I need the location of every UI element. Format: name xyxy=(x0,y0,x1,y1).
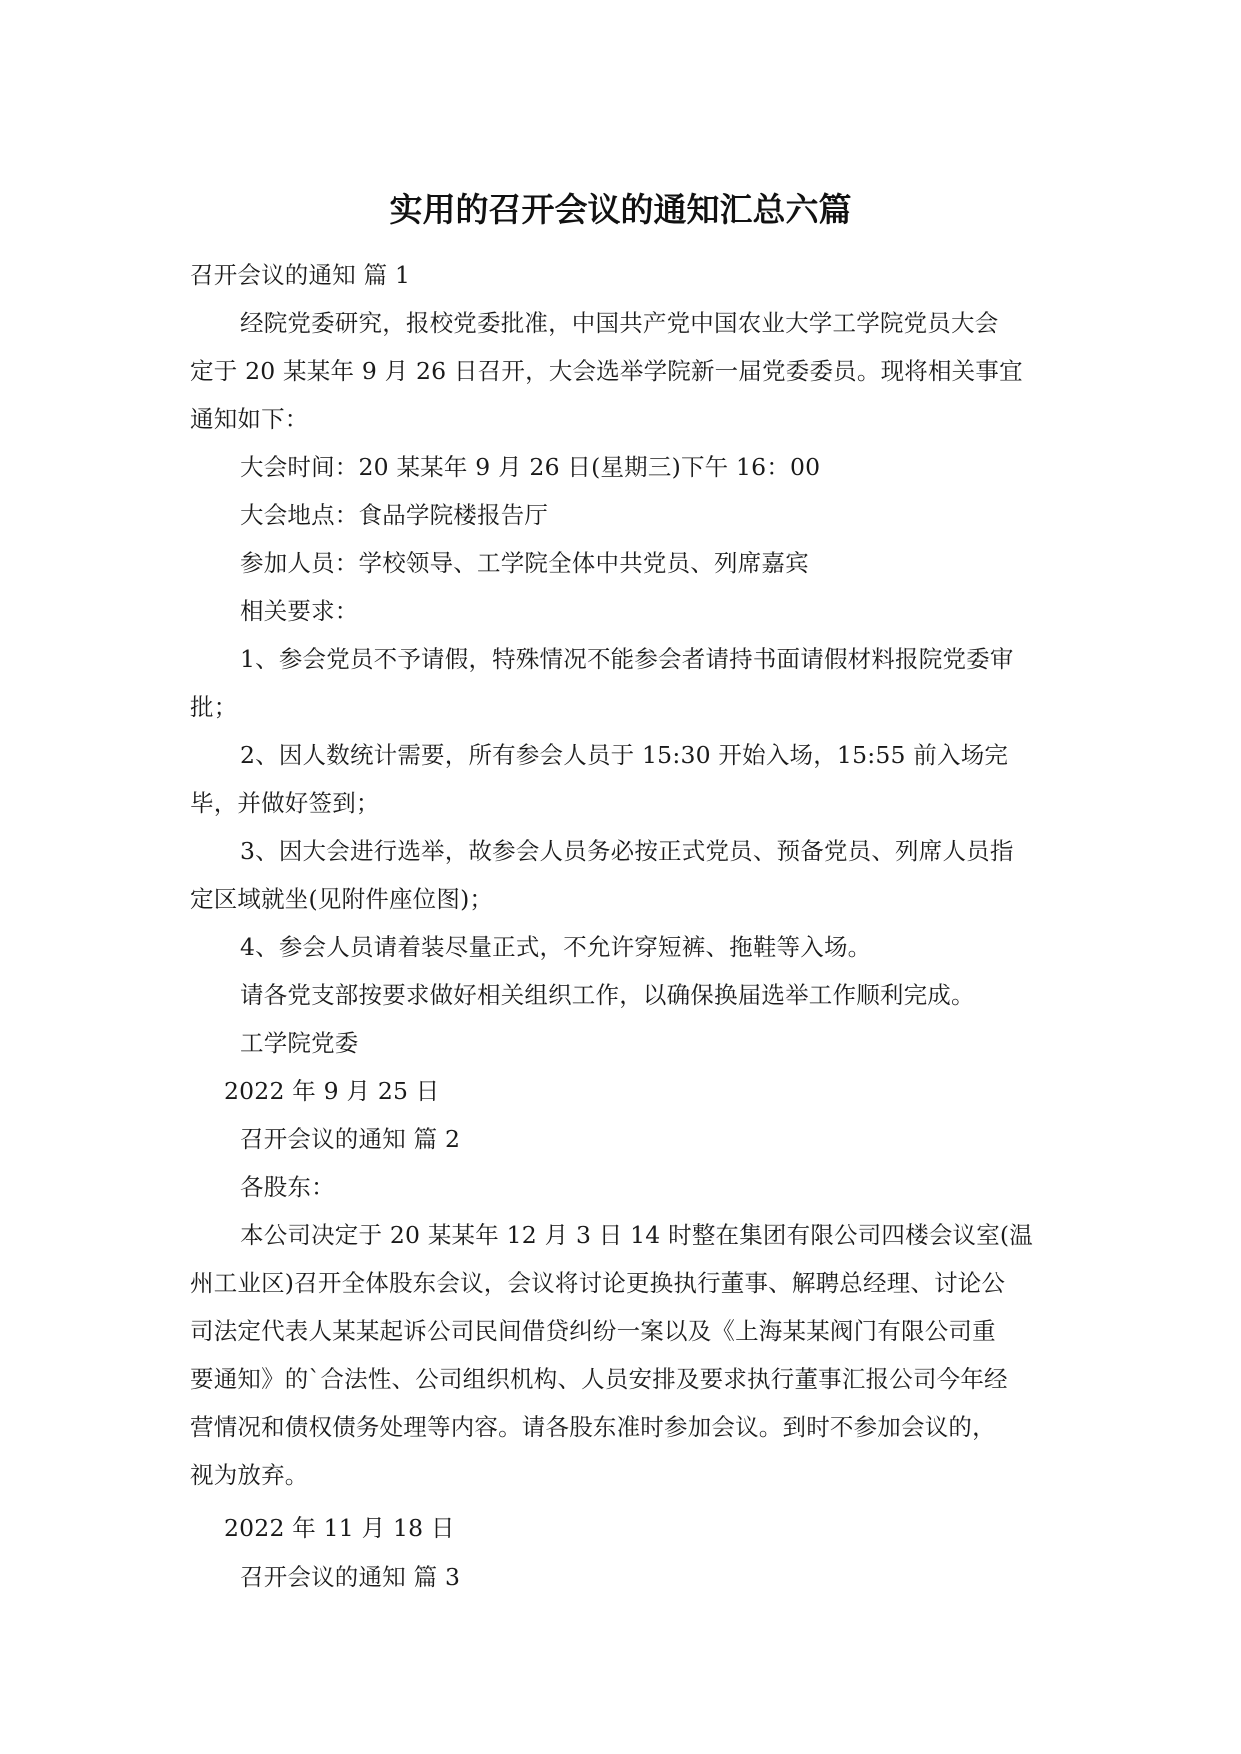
paragraph-line: 定区域就坐(见附件座位图)； xyxy=(190,885,494,913)
requirements-heading: 相关要求： xyxy=(240,597,359,625)
paragraph-line: 定于 20 某某年 9 月 26 日召开，大会选举学院新一届党委委员。现将相关事宜 xyxy=(190,357,1023,385)
document-title: 实用的召开会议的通知汇总六篇 xyxy=(389,190,852,229)
paragraph-line: 本公司决定于 20 某某年 12 月 3 日 14 时整在集团有限公司四楼会议室(温 xyxy=(240,1221,1033,1249)
paragraph-line: 请各党支部按要求做好相关组织工作，以确保换届选举工作顺利完成。 xyxy=(240,981,975,1009)
section-heading-2: 召开会议的通知 篇 2 xyxy=(240,1125,461,1153)
meeting-location: 大会地点：食品学院楼报告厅 xyxy=(240,501,549,529)
signature-org: 工学院党委 xyxy=(240,1029,359,1057)
paragraph-line: 视为放弃。 xyxy=(190,1461,309,1489)
signature-date: 2022 年 11 月 18 日 xyxy=(224,1514,455,1542)
paragraph-line: 要通知》的`合法性、公司组织机构、人员安排及要求执行董事汇报公司今年经 xyxy=(190,1365,1008,1393)
paragraph-line: 州工业区)召开全体股东会议，会议将讨论更换执行董事、解聘总经理、讨论公 xyxy=(190,1269,1006,1297)
paragraph-line: 经院党委研究，报校党委批准，中国共产党中国农业大学工学院党员大会 xyxy=(240,309,999,337)
section-heading-3: 召开会议的通知 篇 3 xyxy=(240,1563,461,1591)
requirement-item: 1、参会党员不予请假，特殊情况不能参会者请持书面请假材料报院党委审 xyxy=(240,645,1014,673)
section-heading-1: 召开会议的通知 篇 1 xyxy=(190,261,411,289)
meeting-time: 大会时间：20 某某年 9 月 26 日(星期三)下午 16：00 xyxy=(240,453,821,481)
signature-date: 2022 年 9 月 25 日 xyxy=(224,1077,440,1105)
paragraph-line: 营情况和债权债务处理等内容。请各股东准时参加会议。到时不参加会议的， xyxy=(190,1413,996,1441)
requirement-item: 4、参会人员请着装尽量正式，不允许穿短裤、拖鞋等入场。 xyxy=(240,933,872,961)
paragraph-line: 批； xyxy=(190,693,238,721)
paragraph-line: 司法定代表人某某起诉公司民间借贷纠纷一案以及《上海某某阀门有限公司重 xyxy=(190,1317,996,1345)
requirement-item: 3、因大会进行选举，故参会人员务必按正式党员、预备党员、列席人员指 xyxy=(240,837,1014,865)
paragraph-line: 通知如下： xyxy=(190,405,309,433)
salutation: 各股东： xyxy=(240,1173,335,1201)
meeting-attendees: 参加人员：学校领导、工学院全体中共党员、列席嘉宾 xyxy=(240,549,809,577)
paragraph-line: 毕，并做好签到； xyxy=(190,789,380,817)
requirement-item: 2、因人数统计需要，所有参会人员于 15:30 开始入场，15:55 前入场完 xyxy=(240,741,1009,769)
